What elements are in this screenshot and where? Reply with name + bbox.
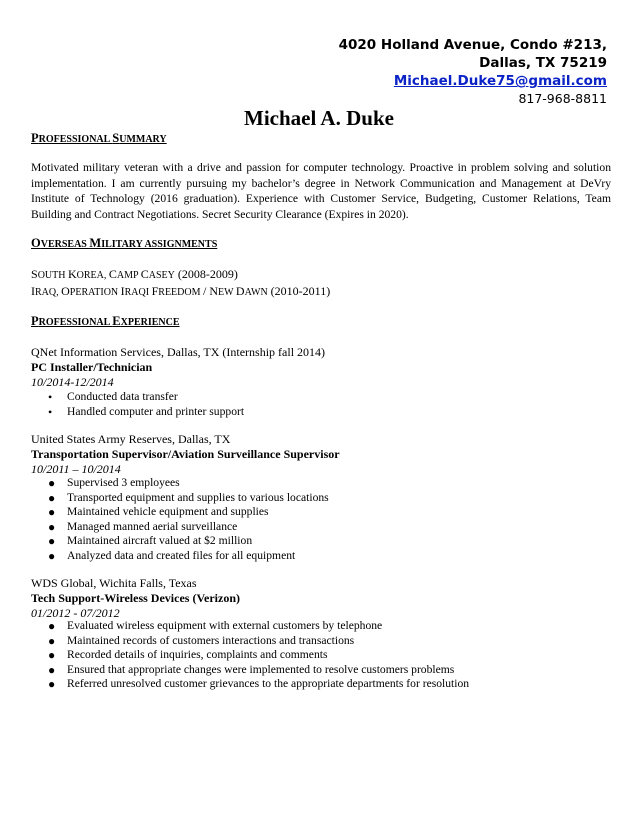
duty-item: ● Referred unresolved customer grievances to the appropriate departments for resolution xyxy=(48,677,470,691)
email-link[interactable]: Michael.Duke75@gmail.com xyxy=(393,73,607,89)
job-duties-list xyxy=(31,476,329,563)
duty-item: ● Recorded details of inquiries, complaints and comments xyxy=(48,648,328,662)
bullet-icon: ● xyxy=(48,648,56,662)
duty-item: ● Supervised 3 employees xyxy=(48,476,180,490)
bullet-icon: ● xyxy=(48,619,56,633)
bullet-icon: ● xyxy=(48,476,56,490)
section-title-overseas: OVERSEAS MILITARY ASSIGNMENTS xyxy=(31,236,218,250)
bullet-icon: ● xyxy=(48,490,56,505)
duty-item: ● Maintained aircraft valued at $2 million xyxy=(48,534,253,548)
job-dates: 01/2012 - 07/2012 xyxy=(31,606,120,620)
job-employer: QNet Information Services, Dallas, TX (Internship fall 2014) xyxy=(31,345,326,359)
summary-text: Motivated military veteran with a drive and passion for computer technology. Proactive in problem solving and solution implementation. I am currently pursuing my bachelor’s degree in Network Communication and Management at DeVry Institute of Technology (2016 graduation). Experience with Customer Service, Budgeting, Customer Relations, Team Building and Contract Negotiations. Secret Security Clearance (Expires in 2020). xyxy=(31,161,611,221)
job-employer: United States Army Reserves, Dallas, TX xyxy=(31,432,231,446)
bullet-icon: ● xyxy=(48,534,56,548)
job-duties-list xyxy=(31,619,469,692)
bullet-icon: ● xyxy=(48,548,56,563)
bullet-icon: • xyxy=(48,404,53,419)
section-title-summary: PROFESSIONAL SUMMARY xyxy=(31,131,167,145)
assignment-south-korea: SOUTH KOREA, CAMP CASEY (2008-2009) xyxy=(31,267,238,281)
bullet-icon: ● xyxy=(48,662,56,677)
candidate-name: Michael A. Duke xyxy=(244,106,394,130)
address-line-2: Dallas, TX 75219 xyxy=(479,55,607,71)
job-duties-list xyxy=(31,390,244,419)
duty-item: ● Maintained records of customers interactions and transactions xyxy=(48,633,355,648)
bullet-icon: ● xyxy=(48,505,56,519)
duty-item: ● Analyzed data and created files for all equipment xyxy=(48,548,296,563)
phone-number: 817-968-8811 xyxy=(518,91,607,106)
bullet-icon: ● xyxy=(48,677,56,691)
job-dates: 10/2011 – 10/2014 xyxy=(31,462,121,476)
assignment-iraq: IRAQ, OPERATION IRAQI FREEDOM / NEW DAWN (2010-2011) xyxy=(31,284,331,298)
duty-item: ● Transported equipment and supplies to various locations xyxy=(48,490,329,505)
duty-item: ● Ensured that appropriate changes were implemented to resolve customers problems xyxy=(48,662,455,677)
bullet-icon: ● xyxy=(48,633,56,648)
job-role: Transportation Supervisor/Aviation Surveillance Supervisor xyxy=(31,447,340,461)
duty-item: ● Managed manned aerial surveillance xyxy=(48,519,238,534)
section-title-experience: PROFESSIONAL EXPERIENCE xyxy=(31,314,180,328)
job-role: PC Installer/Technician xyxy=(31,360,153,374)
duty-item: • Handled computer and printer support xyxy=(48,404,245,419)
bullet-icon: • xyxy=(48,390,53,404)
contact-block xyxy=(339,36,607,108)
job-role: Tech Support-Wireless Devices (Verizon) xyxy=(31,591,240,605)
duty-item: • Conducted data transfer xyxy=(48,390,178,404)
bullet-icon: ● xyxy=(48,519,56,534)
duty-item: ● Maintained vehicle equipment and supplies xyxy=(48,505,269,519)
job-dates: 10/2014-12/2014 xyxy=(31,375,114,389)
job-employer: WDS Global, Wichita Falls, Texas xyxy=(31,576,197,590)
address-line-1: 4020 Holland Avenue, Condo #213, xyxy=(338,37,607,53)
duty-item: ● Evaluated wireless equipment with external customers by telephone xyxy=(48,619,383,633)
